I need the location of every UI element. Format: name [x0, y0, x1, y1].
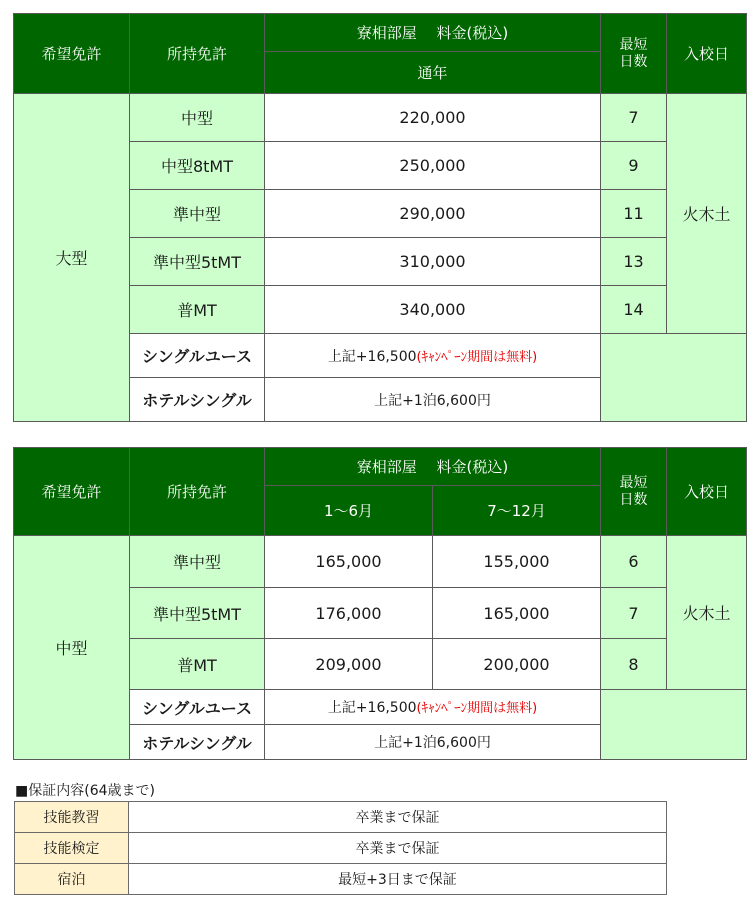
min-days-cell: 11: [601, 190, 667, 238]
min-days-cell: 7: [601, 588, 667, 639]
min-days-cell: 9: [601, 142, 667, 190]
held-license-cell: 準中型: [130, 190, 265, 238]
header-start-day: 入校日: [667, 14, 747, 94]
start-days-cell: 火木土: [667, 94, 747, 334]
held-license-cell: 中型: [130, 94, 265, 142]
guarantee-label: 技能検定: [15, 833, 129, 864]
single-use-price: [265, 690, 601, 725]
guarantee-value: 最短+3日まで保証: [129, 864, 667, 895]
guarantee-label: 技能教習: [15, 802, 129, 833]
header-min-days: [601, 448, 667, 536]
empty-cell: [601, 334, 747, 422]
single-use-label: シングルユース: [130, 334, 265, 378]
held-license-cell: 準中型5tMT: [130, 238, 265, 286]
header-held-license: 所持免許: [130, 448, 265, 536]
single-use-price-text: 上記+16,500: [327, 700, 417, 716]
guarantee-value: 卒業まで保証: [129, 802, 667, 833]
header-start-day: 入校日: [667, 448, 747, 536]
hotel-single-price: 上記+1泊6,600円: [265, 725, 601, 760]
fee-cell: 155,000: [433, 536, 601, 588]
fee-cell: 310,000: [265, 238, 601, 286]
fee-cell: 176,000: [265, 588, 433, 639]
guarantee-label: 宿泊: [15, 864, 129, 895]
campaign-note: (ｷｬﾝﾍﾟｰﾝ期間は無料): [416, 349, 538, 365]
fee-cell: 290,000: [265, 190, 601, 238]
header-min-days: [601, 14, 667, 94]
empty-cell: [601, 690, 747, 760]
min-days-cell: 13: [601, 238, 667, 286]
fee-cell: 220,000: [265, 94, 601, 142]
campaign-note: (ｷｬﾝﾍﾟｰﾝ期間は無料): [416, 701, 538, 716]
hotel-single-label: ホテルシングル: [130, 725, 265, 760]
fee-cell: 340,000: [265, 286, 601, 334]
guarantee-value: 卒業まで保証: [129, 833, 667, 864]
header-fee: 寮相部屋 料金(税込): [265, 14, 601, 52]
guarantee-table: [14, 801, 667, 895]
desired-license-cell: 大型: [14, 94, 130, 422]
min-days-cell: 7: [601, 94, 667, 142]
min-days-cell: 14: [601, 286, 667, 334]
header-fee: 寮相部屋 料金(税込): [265, 448, 601, 486]
held-license-cell: 普MT: [130, 639, 265, 690]
header-period-all-year: 通年: [265, 52, 601, 94]
desired-license-cell: 中型: [14, 536, 130, 760]
single-use-price-text: 上記+16,500: [327, 348, 417, 365]
header-desired-license: 希望免許: [14, 14, 130, 94]
header-desired-license: 希望免許: [14, 448, 130, 536]
header-min-days-text: 最短日数: [619, 474, 648, 508]
fee-cell: 209,000: [265, 639, 433, 690]
large-license-price-table: [13, 13, 747, 422]
held-license-cell: 準中型: [130, 536, 265, 588]
start-days-cell: 火木土: [667, 536, 747, 690]
hotel-single-price: 上記+1泊6,600円: [265, 378, 601, 422]
fee-cell: 200,000: [433, 639, 601, 690]
medium-license-price-table: [13, 447, 747, 760]
single-use-label: シングルユース: [130, 690, 265, 725]
header-period-jul-dec: 7～12月: [433, 486, 601, 536]
header-period-jan-jun: 1～6月: [265, 486, 433, 536]
fee-cell: 165,000: [265, 536, 433, 588]
held-license-cell: 準中型5tMT: [130, 588, 265, 639]
header-min-days-text: 最短日数: [619, 36, 648, 70]
held-license-cell: 普MT: [130, 286, 265, 334]
hotel-single-label: ホテルシングル: [130, 378, 265, 422]
min-days-cell: 8: [601, 639, 667, 690]
single-use-price: [265, 334, 601, 378]
fee-cell: 165,000: [433, 588, 601, 639]
held-license-cell: 中型8tMT: [130, 142, 265, 190]
min-days-cell: 6: [601, 536, 667, 588]
fee-cell: 250,000: [265, 142, 601, 190]
guarantee-title: ■保証内容(64歳まで): [15, 783, 155, 799]
header-held-license: 所持免許: [130, 14, 265, 94]
